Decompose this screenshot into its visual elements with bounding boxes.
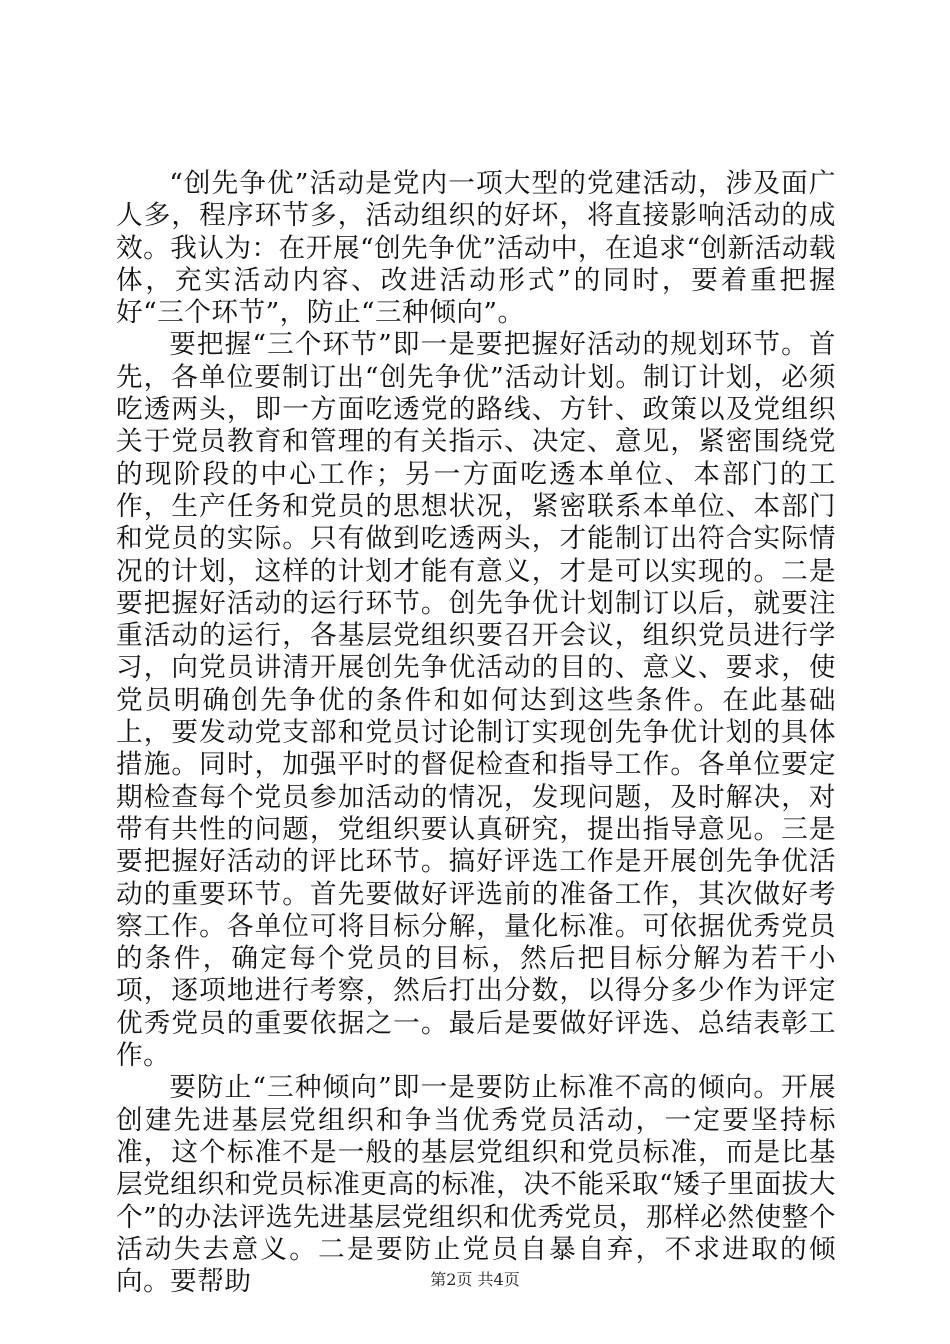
paragraph-intro: “创先争优”活动是党内一项大型的党建活动，涉及面广人多，程序环节多，活动组织的好坏，将直接影响活动的成效。我认为：在开展“创先争优”活动中，在追求“创新活动载体，充实活动内容、改进活动形式”的同时，要着重把握好“三个环节”，防止“三种倾向”。 bbox=[116, 168, 836, 329]
paragraph-three-tendencies: 要防止“三种倾向”即一是要防止标准不高的倾向。开展创建先进基层党组织和争当优秀党员活动，一定要坚持标准，这个标准不是一般的基层党组织和党员标准，而是比基层党组织和党员标准更高的标准，决不能采取“矮子里面拔大个”的办法评选先进基层党组织和优秀党员，那样必然使整个活动失去意义。二是要防止党员自暴自弃，不求进取的倾向。要帮助 bbox=[116, 1072, 836, 1298]
paragraph-three-links: 要把握“三个环节”即一是要把握好活动的规划环节。首先，各单位要制订出“创先争优”活动计划。制订计划，必须吃透两头，即一方面吃透党的路线、方针、政策以及党组织关于党员教育和管理的有关指示、决定、意见，紧密围绕党的现阶段的中心工作；另一方面吃透本单位、本部门的工作，生产任务和党员的思想状况，紧密联系本单位、本部门和党员的实际。只有做到吃透两头，才能制订出符合实际情况的计划，这样的计划才能有意义，才是可以实现的。二是要把握好活动的运行环节。创先争优计划制订以后，就要注重活动的运行，各基层党组织要召开会议，组织党员进行学习，向党员讲清开展创先争优活动的目的、意义、要求，使党员明确创先争优的条件和如何达到这些条件。在此基础上，要发动党支部和党员讨论制订实现创先争优计划的具体措施。同时，加强平时的督促检查和指导工作。各单位要定期检查每个党员参加活动的情况，发现问题，及时解决，对带有共性的问题，党组织要认真研究，提出指导意见。三是要把握好活动的评比环节。搞好评选工作是开展创先争优活动的重要环节。首先要做好评选前的准备工作，其次做好考察工作。各单位可将目标分解，量化标准。可依据优秀党员的条件，确定每个党员的目标，然后把目标分解为若干小项，逐项地进行考察，然后打出分数，以得分多少作为评定优秀党员的重要依据之一。最后是要做好评选、总结表彰工作。 bbox=[116, 329, 836, 1072]
page-footer bbox=[0, 1270, 950, 1290]
document-body bbox=[116, 168, 836, 1298]
page-number: 第2页 共4页 bbox=[430, 1270, 520, 1289]
